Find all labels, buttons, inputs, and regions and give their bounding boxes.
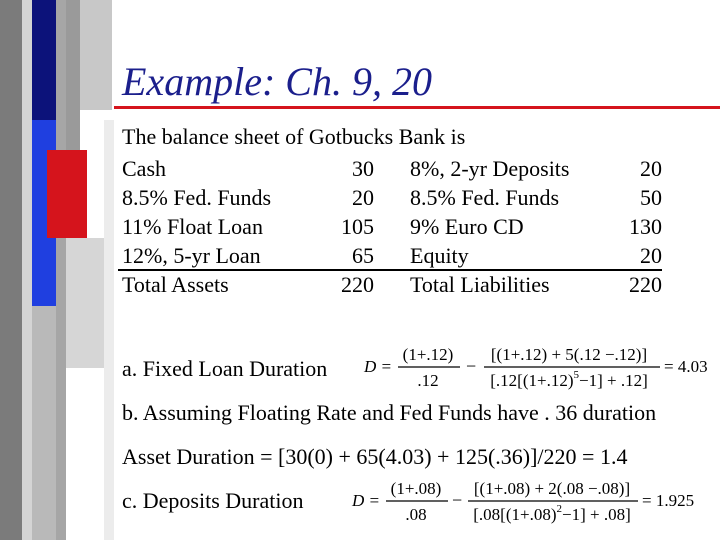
formula-result: = 1.925 [642,491,695,510]
liability-name: 9% Euro CD [410,214,524,239]
decor-bar-gray-3 [66,0,80,150]
asset-duration-text: Asset Duration = [30(0) + 65(4.03) + 125(.36)]/220 = 1.4 [122,444,628,469]
fixed-loan-duration-formula [362,340,720,394]
liability-name: Total Liabilities [410,272,550,297]
formula-denominator-2: $[.12[(1+.12)^5-1] + .12]$ [490,369,648,390]
decor-bar-mid-gray [32,306,56,540]
title-underline [114,106,720,109]
balance-sheet-row [122,185,662,214]
formula-numerator-1: (1+.12) [402,345,454,364]
intro-text: The balance sheet of Gotbucks Bank is [122,124,466,149]
asset-value: 65 [352,243,374,268]
balance-sheet-total-rule [118,269,662,271]
asset-name: 12%, 5-yr Loan [122,243,261,268]
asset-value: 30 [352,156,374,181]
decor-bar-gray-6 [104,120,114,540]
liability-name: 8.5% Fed. Funds [410,185,560,210]
liability-value: 20 [640,243,662,268]
deposits-duration-formula [350,474,700,528]
formula-denominator-1: .08 [405,505,427,524]
liability-value: 220 [629,272,662,297]
part-a-label: a. Fixed Loan Duration [122,356,328,381]
balance-sheet-row [122,243,662,272]
asset-name: Cash [122,156,166,181]
liability-value: 130 [629,214,662,239]
formula-lhs: D = [352,491,380,510]
balance-sheet-row [122,214,662,243]
asset-value: 220 [341,272,374,297]
part-b-text: b. Assuming Floating Rate and Fed Funds have . 36 duration [122,400,657,425]
asset-name: 11% Float Loan [122,214,263,239]
formula-denominator-1: .12 [417,371,439,390]
decor-bar-gray-2 [56,0,66,540]
liability-value: 20 [640,156,662,181]
asset-value: 105 [341,214,374,239]
part-c-label: c. Deposits Duration [122,488,304,513]
decor-bar-red [47,150,87,238]
asset-name: 8.5% Fed. Funds [122,185,272,210]
formula-numerator-2: [(1+.08) + 2(.08 −.08)] [473,479,631,498]
asset-name: Total Assets [122,272,229,297]
decor-bar-navy [32,0,56,120]
formula-lhs: D = [364,357,392,376]
decor-bar-gray-4 [80,0,112,110]
decor-bar-dark-gray [0,0,22,540]
formula-result: = 4.03 [664,357,708,376]
asset-value: 20 [352,185,374,210]
liability-value: 50 [640,185,662,210]
balance-sheet-total-row [122,272,662,301]
formula-numerator-1: (1+.08) [390,479,442,498]
decor-bar-gray-5 [66,238,104,368]
slide-title: Example: Ch. 9, 20 [122,59,432,104]
formula-denominator-2: $[.08[(1+.08)^2-1] + .08]$ [473,503,631,524]
formula-numerator-2: [(1+.12) + 5(.12 −.12)] [490,345,648,364]
formula-minus: − [466,356,477,376]
liability-name: Equity [410,243,469,268]
liability-name: 8%, 2-yr Deposits [410,156,570,181]
balance-sheet-row [122,156,662,185]
decor-bar-light-gray [22,0,32,540]
formula-minus: − [452,490,463,510]
